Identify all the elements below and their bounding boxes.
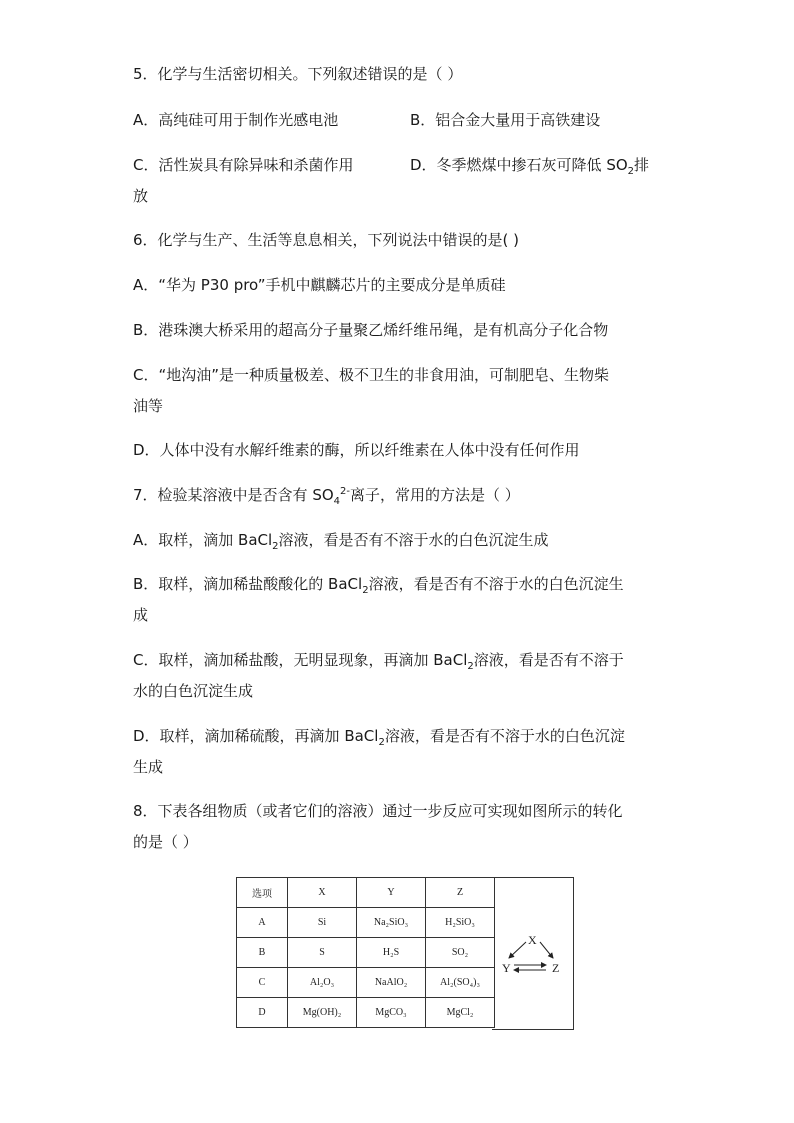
q8-table [236,877,495,1028]
table-header-cell: Z [426,878,495,908]
q7-option-c: C．取样，滴加稀盐酸，无明显现象，再滴加 BaCl$_2$溶液，看是否有不溶于 [133,651,624,672]
table-cell: Si [288,908,357,938]
q7-stem: 7．检验某溶液中是否含有 $SO_4^{2-}$离子，常用的方法是（ ） [133,486,520,507]
q5-option-d-cont: 放 [133,187,149,205]
table-header-cell: 选项 [237,878,288,908]
q7-option-b-cont: 成 [133,606,149,624]
conversion-diagram [492,877,574,1030]
conversion-diagram-svg [492,878,572,1028]
arrow-x-to-z [540,942,553,958]
q7-option-b: B．取样，滴加稀盐酸酸化的 BaCl$_2$溶液，看是否有不溶于水的白色沉淀生 [133,575,624,596]
q8-stem-cont: 的是（ ） [133,833,198,851]
q5-option-a: A．高纯硅可用于制作光感电池 [133,111,339,129]
table-cell: S [288,938,357,968]
table-cell: Al₂O₃ [288,968,357,998]
table-cell: NaAlO₂ [357,968,426,998]
label-z: Z [552,961,560,975]
table-cell: C [237,968,288,998]
table-row [237,998,495,1028]
q8-stem: 8．下表各组物质（或者它们的溶液）通过一步反应可实现如图所示的转化 [133,802,623,820]
arrow-x-to-y [509,942,526,958]
q5-option-c: C．活性炭具有除异味和杀菌作用 [133,156,354,174]
label-y: Y [502,961,511,975]
q6-option-c: C．“地沟油”是一种质量极差、极不卫生的非食用油，可制肥皂、生物柴 [133,366,610,384]
q6-option-d: D．人体中没有水解纤维素的酶，所以纤维素在人体中没有任何作用 [133,441,580,459]
table-cell: A [237,908,288,938]
table-cell: D [237,998,288,1028]
table-cell: SO₂ [426,938,495,968]
q5-option-b: B．铝合金大量用于高铁建设 [410,111,601,129]
q6-option-c-cont: 油等 [133,397,164,415]
q6-stem: 6．化学与生产、生活等息息相关，下列说法中错误的是( ) [133,231,520,249]
table-header-cell: Y [357,878,426,908]
table-header-row [237,878,495,908]
q7-option-a: A．取样，滴加 BaCl$_2$溶液，看是否有不溶于水的白色沉淀生成 [133,531,549,552]
table-cell: B [237,938,288,968]
q7-option-c-cont: 水的白色沉淀生成 [133,682,254,700]
q7-option-d: D．取样，滴加稀硫酸，再滴加 BaCl$_2$溶液，看是否有不溶于水的白色沉淀 [133,727,625,748]
q8-figure [236,877,576,1032]
q6-option-a: A．“华为 P30 pro”手机中麒麟芯片的主要成分是单质硅 [133,276,506,294]
table-cell: MgCO₃ [357,998,426,1028]
q7-option-d-cont: 生成 [133,758,164,776]
q6-option-b: B．港珠澳大桥采用的超高分子量聚乙烯纤维吊绳，是有机高分子化合物 [133,321,609,339]
table-cell: Mg(OH)₂ [288,998,357,1028]
table-cell: MgCl₂ [426,998,495,1028]
q5-stem: 5．化学与生活密切相关。下列叙述错误的是（ ） [133,65,463,83]
table-row [237,938,495,968]
table-header-cell: X [288,878,357,908]
table-row [237,908,495,938]
table-cell: Al₂(SO₄)₃ [426,968,495,998]
table-row [237,968,495,998]
table-cell: H₂S [357,938,426,968]
q5-option-d: D．冬季燃煤中掺石灰可降低 $SO_2$排 [410,156,650,177]
label-x: X [528,933,537,947]
table-cell: Na₂SiO₃ [357,908,426,938]
table-cell: H₂SiO₃ [426,908,495,938]
